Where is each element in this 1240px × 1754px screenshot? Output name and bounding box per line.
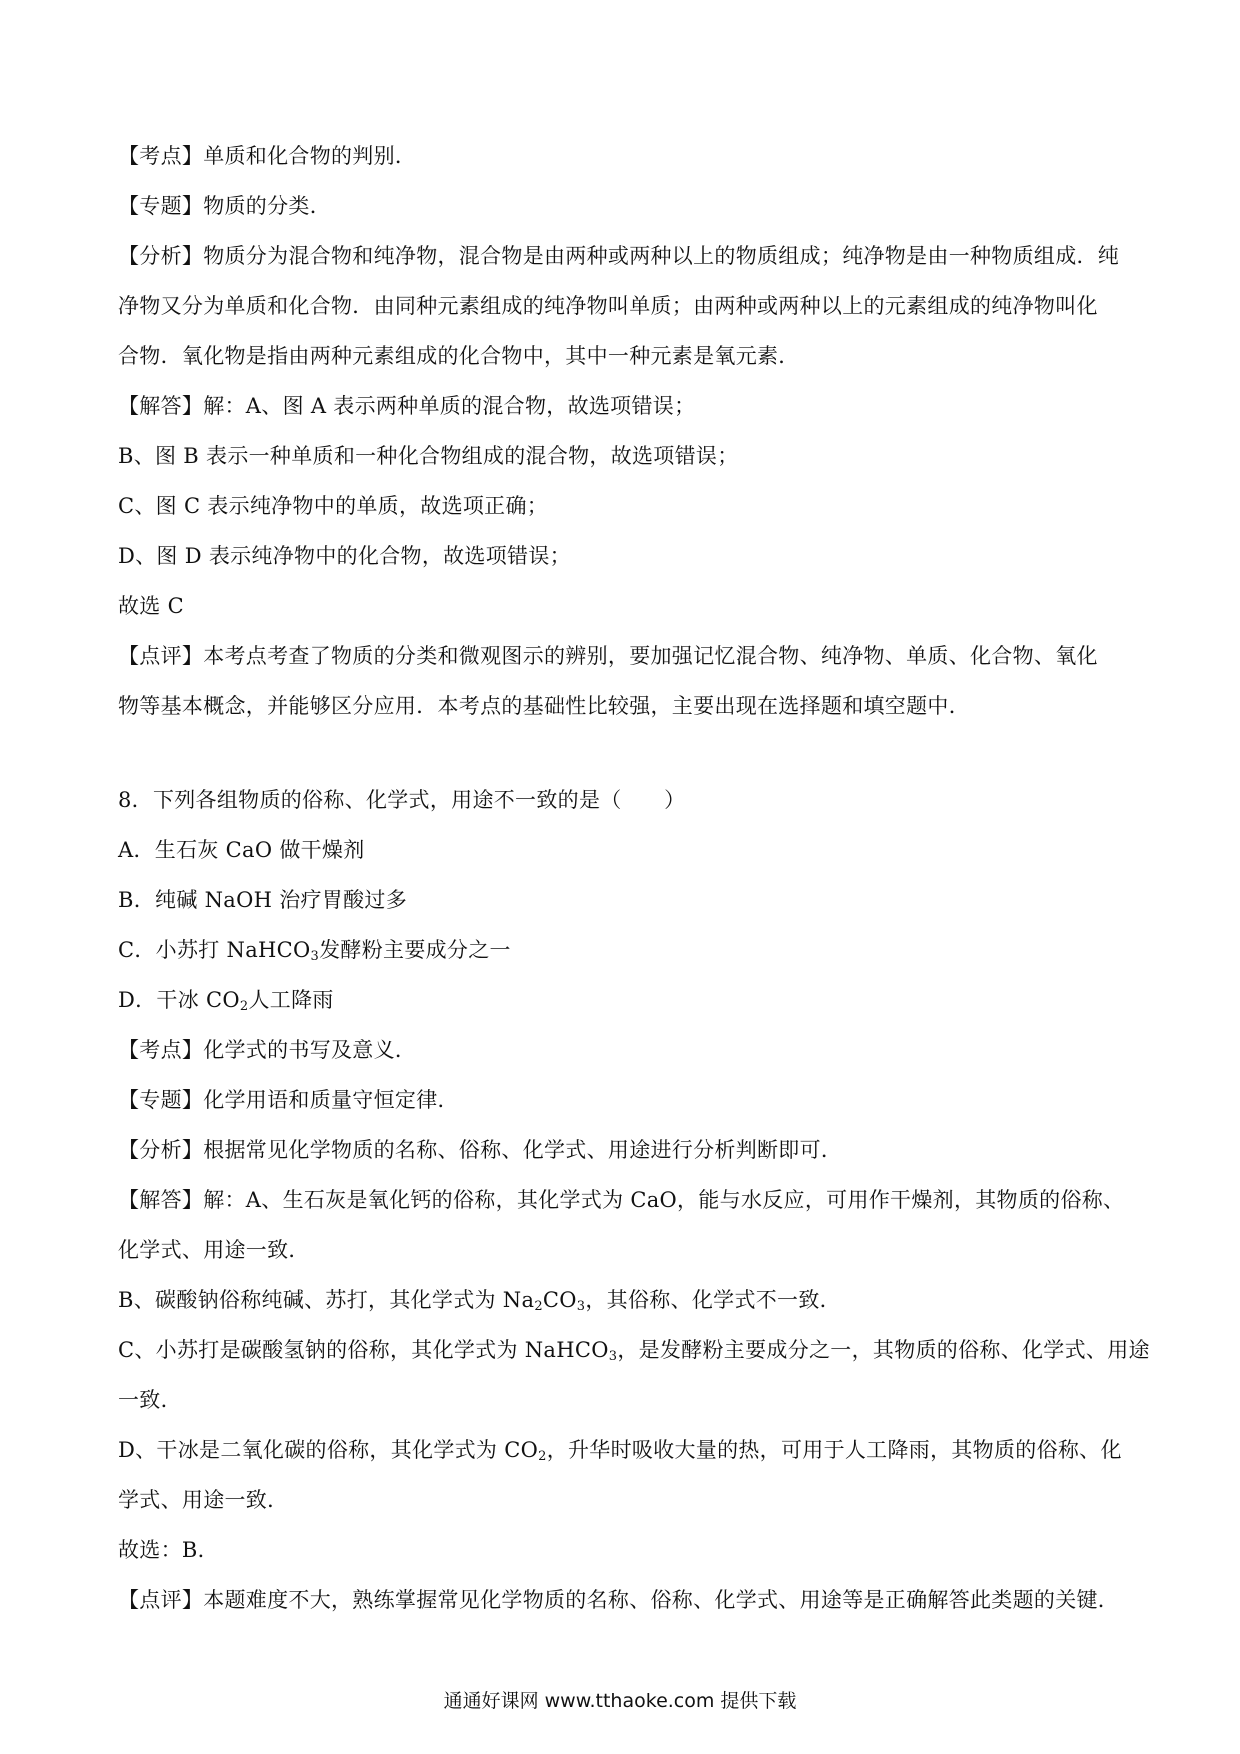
text-line: 故选 C — [118, 594, 184, 618]
text-line: 【考点】单质和化合物的判别． — [118, 144, 417, 168]
text-line: 【解答】解：A、生石灰是氧化钙的俗称，其化学式为 CaO，能与水反应，可用作干燥剂，其物质的俗称、 — [118, 1188, 1125, 1212]
text-line: 学式、用途一致． — [118, 1488, 289, 1512]
subscript: 3 — [310, 949, 320, 964]
text-line: 【专题】化学用语和质量守恒定律． — [118, 1088, 459, 1112]
text-line: D、图 D 表示纯净物中的化合物，故选项错误； — [118, 544, 571, 568]
document-body — [118, 140, 1150, 1634]
text-line: 化学式、用途一致． — [118, 1238, 310, 1262]
text-line: 【分析】根据常见化学物质的名称、俗称、化学式、用途进行分析判断即可． — [118, 1138, 843, 1162]
text-line: 【点评】本题难度不大，熟练掌握常见化学物质的名称、俗称、化学式、用途等是正确解答此类题的关键． — [118, 1588, 1120, 1612]
option-a: A．生石灰 CaO 做干燥剂 — [118, 838, 365, 862]
subscript: 3 — [608, 1349, 618, 1364]
text-line: 净物又分为单质和化合物．由同种元素组成的纯净物叫单质；由两种或两种以上的元素组成的纯净物叫化 — [118, 294, 1098, 318]
subscript: 3 — [576, 1299, 586, 1314]
text-line: 一致． — [118, 1388, 182, 1412]
text-line: 物等基本概念，并能够区分应用．本考点的基础性比较强，主要出现在选择题和填空题中． — [118, 694, 970, 718]
option-b: B．纯碱 NaOH 治疗胃酸过多 — [118, 888, 408, 912]
question-stem: 8．下列各组物质的俗称、化学式，用途不一致的是（ ） — [118, 788, 686, 812]
text-run: 发酵粉主要成分之一 — [319, 938, 511, 962]
text-line: 【解答】解：A、图 A 表示两种单质的混合物，故选项错误； — [118, 394, 696, 418]
text-run: D、干冰是二氧化碳的俗称，其化学式为 CO — [118, 1438, 539, 1462]
page-footer: 通通好课网 www.tthaoke.com 提供下载 — [443, 1690, 797, 1712]
subscript: 2 — [534, 1299, 543, 1314]
text-line: 合物．氧化物是指由两种元素组成的化合物中，其中一种元素是氧元素． — [118, 344, 800, 368]
text-run: C、小苏打是碳酸氢钠的俗称，其化学式为 NaHCO — [118, 1338, 609, 1362]
text-line — [118, 1284, 1128, 1316]
text-run: CO — [542, 1288, 577, 1312]
text-line — [118, 1334, 1150, 1366]
option-c — [118, 934, 1128, 966]
text-run: 人工降雨 — [248, 988, 334, 1012]
text-run: B、碳酸钠俗称纯碱、苏打，其化学式为 Na — [118, 1288, 535, 1312]
subscript: 2 — [538, 1449, 547, 1464]
text-run: D．干冰 CO — [118, 988, 240, 1012]
text-run: C．小苏打 NaHCO — [118, 938, 311, 962]
text-line: 【分析】物质分为混合物和纯净物，混合物是由两种或两种以上的物质组成；纯净物是由一种物质组成．纯 — [118, 244, 1120, 268]
text-run: ，升华时吸收大量的热，可用于人工降雨，其物质的俗称、化 — [546, 1438, 1122, 1462]
text-line: 故选：B． — [118, 1538, 219, 1562]
subscript: 2 — [239, 999, 249, 1014]
text-line: C、图 C 表示纯净物中的单质，故选项正确； — [118, 494, 549, 518]
text-line: 【考点】化学式的书写及意义． — [118, 1038, 417, 1062]
text-line: 【专题】物质的分类． — [118, 194, 331, 218]
text-line: B、图 B 表示一种单质和一种化合物组成的混合物，故选项错误； — [118, 444, 739, 468]
section-gap — [118, 740, 1128, 784]
text-line — [118, 1434, 1128, 1466]
text-line: 【点评】本考点考查了物质的分类和微观图示的辨别，要加强记忆混合物、纯净物、单质、化合物、氧化 — [118, 644, 1098, 668]
option-d — [118, 984, 1128, 1016]
text-run: ，是发酵粉主要成分之一，其物质的俗称、化学式、用途 — [617, 1338, 1150, 1362]
text-run: ，其俗称、化学式不一致． — [585, 1288, 841, 1312]
